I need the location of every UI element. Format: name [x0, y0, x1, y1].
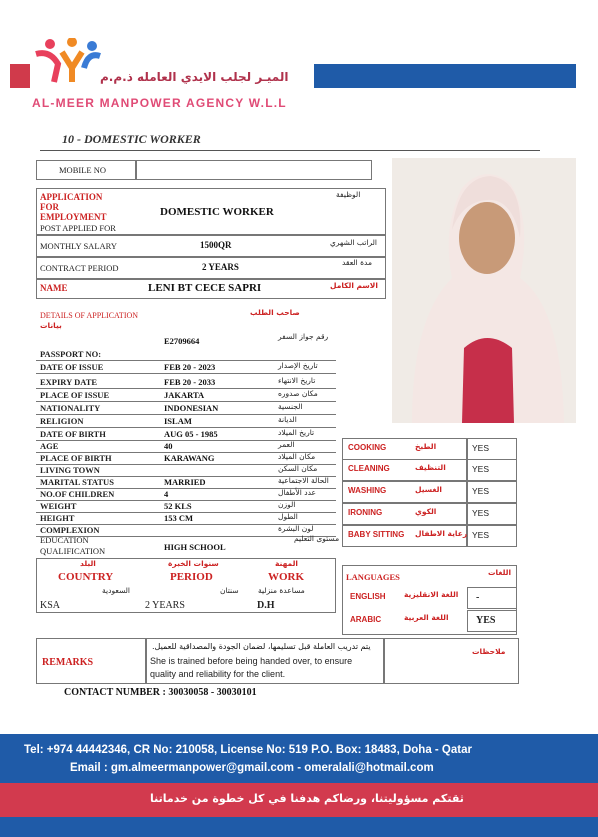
post-applied-ar: الوظيفة [336, 190, 361, 199]
application-label-line1: APPLICATION [40, 192, 103, 202]
detail-label: AGE [40, 441, 59, 451]
applicant-photo [392, 158, 576, 423]
language-value: YES [476, 615, 496, 626]
detail-ar-label: الديانة [278, 415, 297, 424]
language-label: ENGLISH [350, 592, 386, 601]
detail-value: MARRIED [164, 477, 206, 487]
applicant-photo-icon [392, 158, 576, 423]
language-ar: اللغة الانقليزية [404, 590, 459, 599]
language-ar: اللغة العربية [404, 613, 449, 622]
detail-ar-label: الوزن [278, 500, 296, 509]
section-divider [40, 150, 540, 151]
row-period: 2 YEARS [145, 600, 185, 611]
remarks-label: REMARKS [42, 657, 94, 668]
detail-value: AUG 05 - 1985 [164, 429, 218, 439]
skill-label: WASHING [348, 486, 387, 495]
header-accent-bar [10, 64, 30, 88]
detail-label: DATE OF BIRTH [40, 429, 106, 439]
detail-value: 52 KLS [164, 501, 192, 511]
skill-value: YES [472, 508, 490, 518]
skill-label: COOKING [348, 443, 387, 452]
country-ar: البلد [80, 559, 96, 568]
detail-ar-label: العمر [278, 440, 295, 449]
detail-label: LIVING TOWN [40, 465, 100, 475]
detail-ar-label: الطول [278, 512, 298, 521]
detail-label: PLACE OF ISSUE [40, 390, 110, 400]
detail-value: ISLAM [164, 416, 192, 426]
detail-value: 153 CM [164, 513, 194, 523]
contract-ar: مدة العقد [342, 258, 372, 267]
application-label-line3: EMPLOYMENT [40, 212, 107, 222]
skill-value: YES [472, 464, 490, 474]
detail-label: NATIONALITY [40, 403, 101, 413]
name-value: LENI BT CECE SAPRI [148, 282, 262, 294]
detail-label: WEIGHT [40, 501, 77, 511]
detail-value: INDONESIAN [164, 403, 219, 413]
remarks-ar-cell [384, 638, 519, 684]
remarks-ar-label: ملاحظات [472, 647, 506, 656]
remarks-ar-text: يتم تدريب العاملة قبل تسليمها، لضمان الجودة والمصداقية للعميل. [152, 642, 371, 651]
agency-name-arabic: الميـر لجلب الايدي العامله ذ.م.م [100, 70, 289, 84]
skill-value: YES [472, 486, 490, 496]
name-ar: الاسم الكامل [330, 281, 378, 290]
skill-ar: الغسيل [415, 485, 443, 494]
detail-ar-label: الحالة الاجتماعية [278, 476, 329, 485]
detail-ar-label: عدد الأطفال [278, 488, 316, 497]
agency-logo-icon [28, 38, 108, 84]
footer-contact-line: Tel: +974 44442346, CR No: 210058, License No: 519 P.O. Box: 18483, Doha - Qatar [24, 744, 472, 756]
salary-ar: الراتب الشهري [330, 238, 377, 247]
detail-label: COMPLEXION [40, 525, 100, 535]
details-ar2: بيانات [40, 321, 62, 330]
education-ar: مستوى التعليم [294, 534, 340, 543]
application-label-line2: FOR [40, 202, 59, 212]
detail-value: 4 [164, 489, 169, 499]
language-value-cell [467, 587, 517, 609]
detail-ar-label: الجنسية [278, 402, 303, 411]
contract-label: CONTRACT PERIOD [40, 263, 119, 273]
mobile-value-cell [136, 160, 372, 180]
post-applied-label: POST APPLIED FOR [40, 223, 116, 233]
detail-value: FEB 20 - 2023 [164, 362, 216, 372]
name-label: NAME [40, 283, 68, 293]
detail-label: HEIGHT [40, 513, 75, 523]
work-header: WORK [268, 571, 305, 583]
detail-label: DATE OF ISSUE [40, 362, 104, 372]
skill-label: CLEANING [348, 464, 390, 473]
detail-ar-label: تاريخ الانتهاء [278, 376, 316, 385]
contract-value: 2 YEARS [202, 262, 239, 272]
skill-ar: الطبخ [415, 442, 437, 451]
row-country: KSA [40, 600, 61, 611]
salary-label: MONTHLY SALARY [40, 241, 117, 251]
country-header: COUNTRY [58, 571, 114, 583]
skill-value: YES [472, 530, 490, 540]
education-label-2: QUALIFICATION [40, 546, 106, 556]
language-label: ARABIC [350, 615, 382, 624]
header-blue-bar [314, 64, 576, 88]
detail-label: NO.OF CHILDREN [40, 489, 115, 499]
detail-value: FEB 20 - 2033 [164, 377, 216, 387]
row-work: D.H [257, 600, 275, 611]
languages-label: LANGUAGES [346, 572, 400, 582]
detail-label: PLACE OF BIRTH [40, 453, 112, 463]
skill-label: IRONING [348, 508, 383, 517]
details-label: DETAILS OF APPLICATION [40, 311, 139, 320]
mobile-label: MOBILE NO [59, 165, 106, 175]
detail-value: 40 [164, 441, 173, 451]
details-ar1: صاحب الطلب [250, 308, 300, 317]
detail-ar-label: تاريخ الميلاد [278, 428, 315, 437]
skill-ar: التنظيف [415, 463, 446, 472]
detail-label: EXPIRY DATE [40, 377, 98, 387]
skill-label: BABY SITTING [348, 530, 405, 539]
footer-email-line: Email : gm.almeermanpower@gmail.com - omeralali@hotmail.com [70, 762, 434, 774]
remarks-en-line1: She is trained before being handed over, to ensure [150, 656, 353, 666]
mobile-label-cell [36, 160, 136, 180]
detail-label: PASSPORT NO: [40, 349, 102, 359]
language-value: - [476, 592, 480, 603]
skill-value: YES [472, 443, 490, 453]
skill-ar: رعاية الاطفال [415, 529, 468, 538]
section-title: 10 - DOMESTIC WORKER [62, 132, 201, 146]
detail-value: JAKARTA [164, 390, 205, 400]
remarks-en-line2: quality and reliability for the client. [150, 669, 286, 679]
salary-value: 1500QR [200, 240, 232, 250]
agency-name-english: AL-MEER MANPOWER AGENCY W.L.L [32, 96, 287, 110]
footer-slogan: ثقتكم مسؤوليتنا، ورضاكم هدفنا في كل خطوة من خدماتنا [150, 792, 464, 805]
detail-ar-label: مكان السكن [278, 464, 318, 473]
detail-ar-label: لون البشرة [278, 524, 314, 533]
detail-label: MARITAL STATUS [40, 477, 114, 487]
skill-ar: الكوي [415, 507, 437, 516]
contact-number: CONTACT NUMBER : 30030058 - 30030101 [64, 687, 257, 698]
period-header: PERIOD [170, 571, 213, 583]
detail-value: KARAWANG [164, 453, 215, 463]
row-country-ar: السعودية [102, 586, 131, 595]
detail-ar-label: تاريخ الإصدار [278, 361, 318, 370]
detail-value: E2709664 [164, 336, 200, 346]
languages-ar: اللغات [488, 568, 512, 577]
work-ar: المهنة [275, 559, 298, 568]
period-ar: سنوات الخبرة [168, 559, 219, 568]
detail-ar-label: مكان الميلاد [278, 452, 316, 461]
detail-label: RELIGION [40, 416, 84, 426]
row-period-ar: سنتان [220, 586, 239, 595]
education-label-1: EDUCATION [40, 535, 89, 545]
row-work-ar: مساعدة منزلية [258, 586, 305, 595]
post-applied-value: DOMESTIC WORKER [160, 206, 274, 218]
detail-ar-label: رقم جواز السفر [278, 332, 329, 341]
education-value: HIGH SCHOOL [164, 542, 226, 552]
detail-ar-label: مكان صدوره [278, 389, 318, 398]
